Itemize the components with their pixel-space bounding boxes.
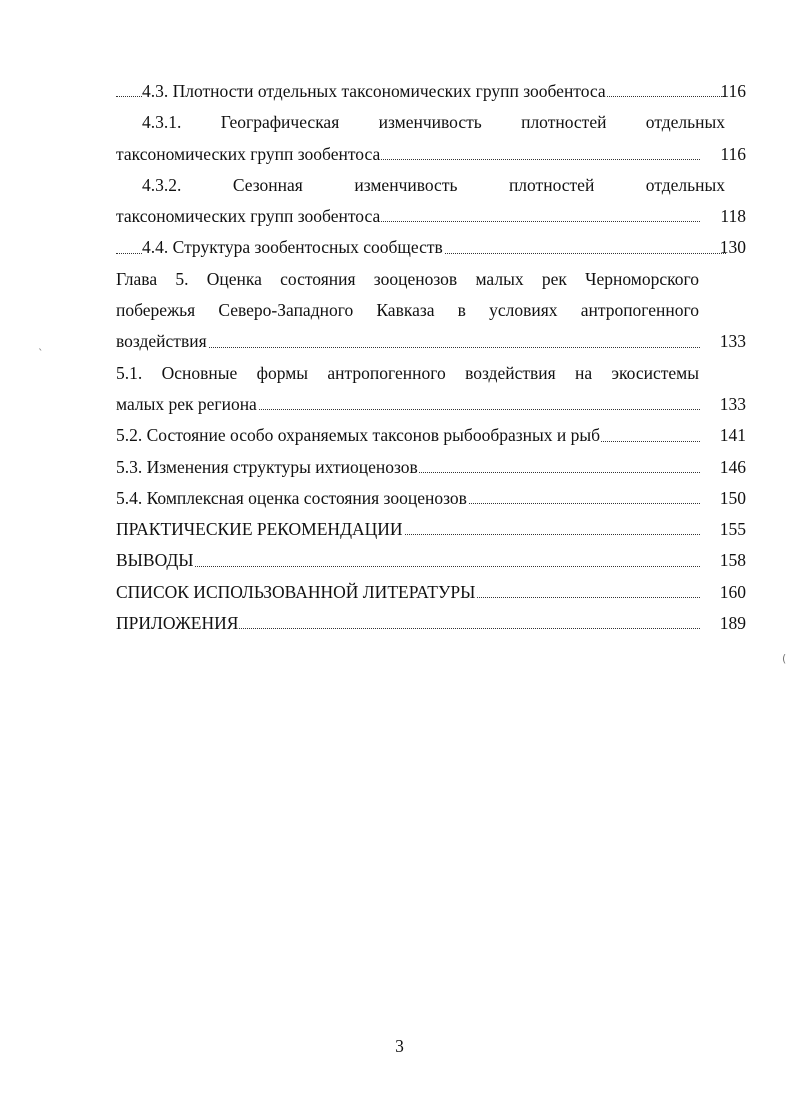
toc-entry-text: таксономических групп зообентоса — [116, 206, 381, 227]
toc-entry-text: 5.4. Комплексная оценка состояния зооценозов — [116, 487, 467, 508]
toc-entry — [116, 264, 746, 358]
toc-entry-text: СПИСОК ИСПОЛЬЗОВАННОЙ ЛИТЕРАТУРЫ — [116, 581, 476, 602]
toc-entry-page-number: 116 — [720, 143, 746, 164]
toc-entry-text: ВЫВОДЫ — [116, 550, 194, 571]
toc-entry-page-number: 146 — [719, 456, 746, 477]
scan-speck: ˎ — [38, 338, 44, 351]
toc-entry-title-last-line — [116, 139, 700, 170]
toc-entry — [116, 545, 746, 576]
toc-entry-title-last-line — [116, 76, 726, 107]
toc-entry-page-number: 160 — [719, 581, 746, 602]
toc-entry-text: ПРАКТИЧЕСКИЕ РЕКОМЕНДАЦИИ — [116, 519, 403, 540]
toc-entry-title-line — [116, 295, 700, 326]
toc-entry — [116, 420, 746, 451]
toc-entry-page-number: 141 — [719, 425, 746, 446]
toc-entry-page-number: 155 — [719, 519, 746, 540]
toc-entry-title-line — [116, 264, 700, 295]
toc-entry-text: Глава 5. Оценка состояния зооценозов малых рек Черноморского — [116, 268, 699, 289]
toc-entry-text: 4.3.2. Сезонная изменчивость плотностей отдельных — [142, 174, 725, 195]
table-of-contents — [116, 76, 746, 639]
scan-speck: ( — [782, 652, 787, 665]
toc-entry-text: 4.3. Плотности отдельных таксономических групп зообентоса — [142, 81, 606, 101]
toc-entry-text: 5.3. Изменения структуры ихтиоценозов — [116, 456, 418, 477]
toc-entry-text: 4.3.1. Географическая изменчивость плотностей отдельных — [142, 112, 725, 133]
toc-entry-page-number: 118 — [720, 206, 746, 227]
toc-entry-title-line — [116, 170, 726, 201]
toc-entry-title-line — [116, 107, 726, 138]
toc-entry-text: 5.1. Основные формы антропогенного воздействия на экосистемы — [116, 362, 699, 383]
toc-entry-title-last-line — [116, 577, 700, 608]
toc-entry — [116, 76, 746, 107]
toc-entry — [116, 452, 746, 483]
toc-entry-title-last-line — [116, 483, 700, 514]
toc-entry — [116, 232, 746, 263]
toc-entry-page-number: 130 — [719, 237, 746, 258]
toc-entry-page-number: 158 — [719, 550, 746, 571]
toc-entry-title-last-line — [116, 452, 700, 483]
toc-entry — [116, 608, 746, 639]
toc-entry-title-last-line — [116, 514, 700, 545]
toc-entry — [116, 358, 746, 421]
toc-entry — [116, 107, 746, 170]
toc-entry-page-number: 133 — [719, 393, 746, 414]
toc-entry — [116, 514, 746, 545]
toc-entry-text: 4.4. Структура зообентосных сообществ — [142, 237, 443, 258]
toc-entry-text: таксономических групп зообентоса — [116, 143, 381, 164]
toc-entry-text: 5.2. Состояние особо охраняемых таксонов рыбообразных и рыб — [116, 425, 601, 446]
toc-entry-text: малых рек региона — [116, 393, 257, 414]
toc-entry — [116, 483, 746, 514]
toc-entry-page-number: 116 — [720, 81, 746, 101]
toc-entry-title-last-line — [116, 420, 700, 451]
toc-entry-title-last-line — [116, 608, 700, 639]
toc-entry-page-number: 189 — [719, 613, 746, 634]
toc-entry — [116, 577, 746, 608]
toc-entry-text: ПРИЛОЖЕНИЯ — [116, 613, 239, 634]
toc-entry-title-last-line — [116, 201, 700, 232]
toc-entry-title-last-line — [116, 545, 700, 576]
toc-entry-title-last-line — [116, 326, 700, 357]
toc-entry-page-number: 133 — [719, 331, 746, 352]
toc-entry-title-last-line — [116, 232, 726, 263]
toc-entry — [116, 170, 746, 233]
toc-entry-title-line — [116, 358, 700, 389]
toc-entry-page-number: 150 — [719, 487, 746, 508]
toc-entry-text: воздействия — [116, 331, 207, 352]
toc-entry-title-last-line — [116, 389, 700, 420]
page-number: 3 — [395, 1036, 404, 1056]
toc-entry-text: побережья Северо-Западного Кавказа в условиях антропогенного — [116, 300, 699, 321]
